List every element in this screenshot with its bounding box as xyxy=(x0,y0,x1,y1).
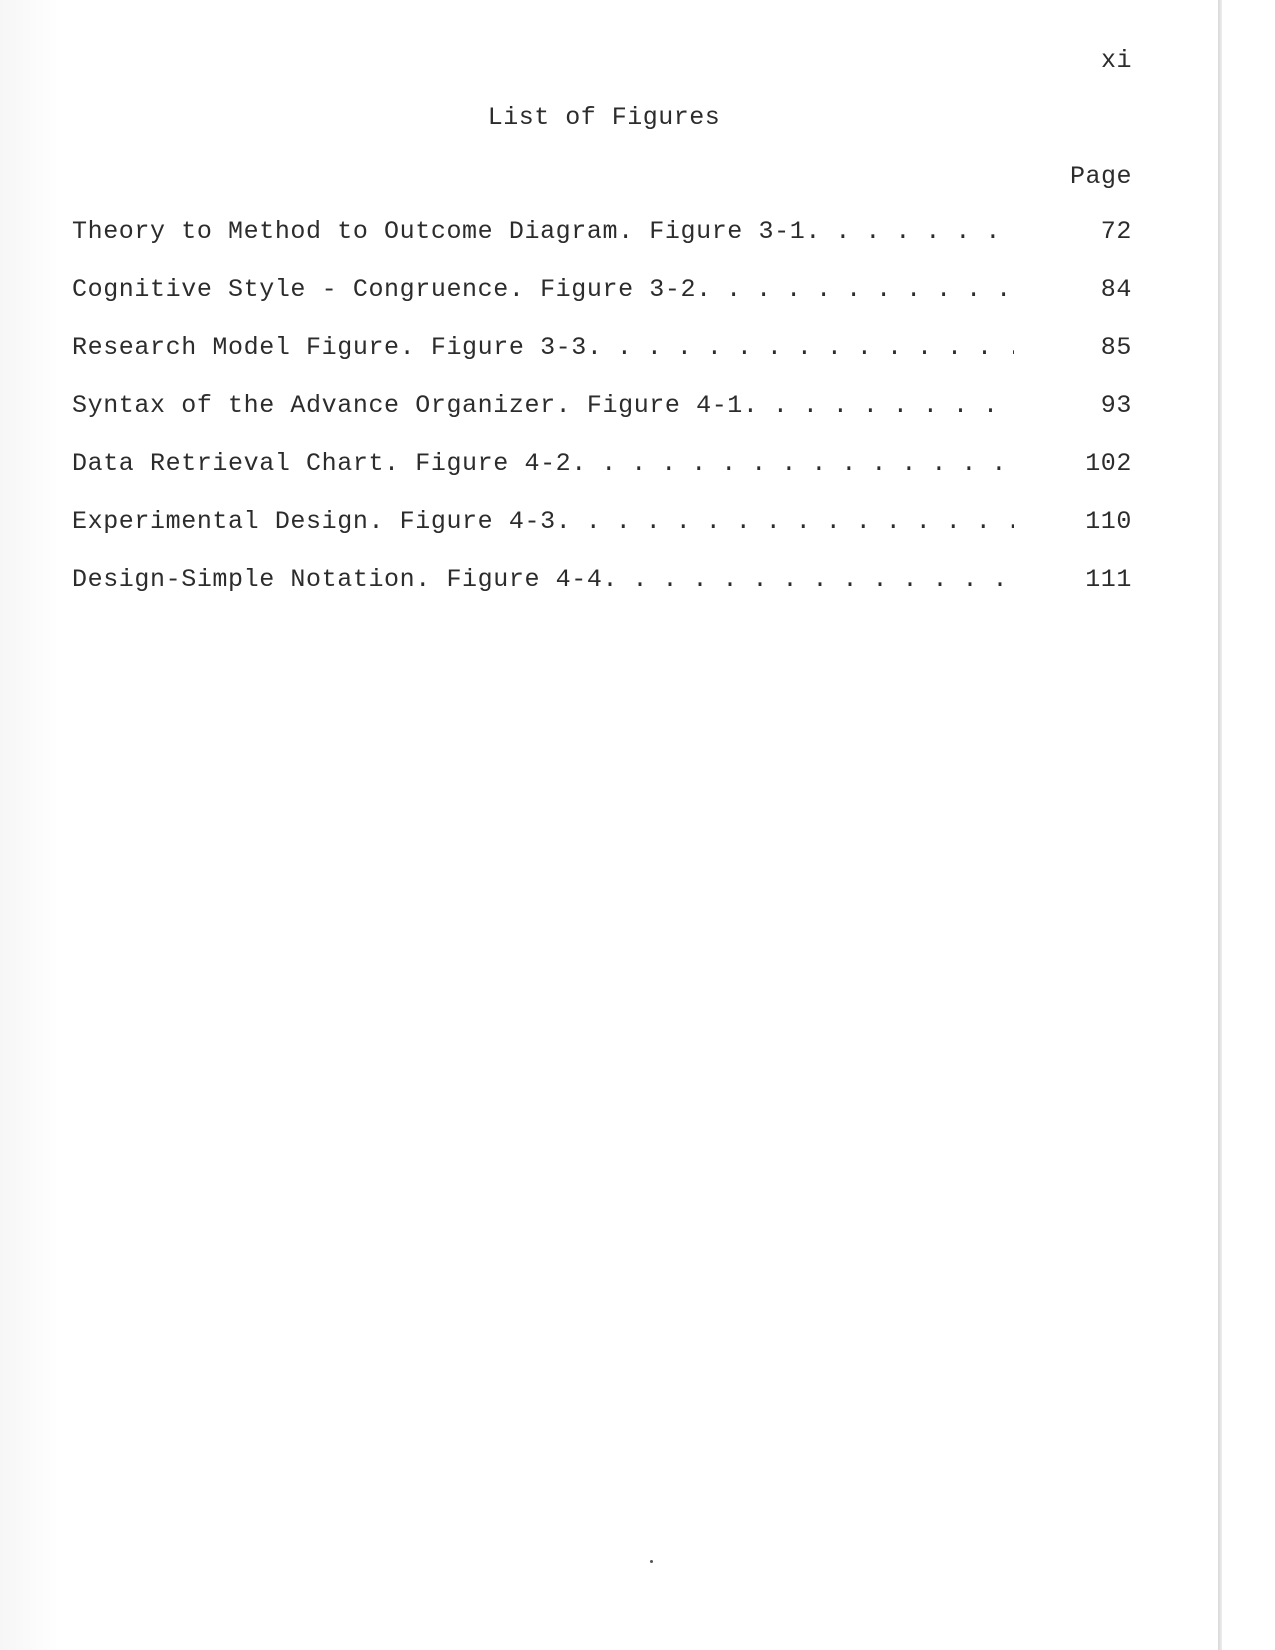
figure-entry xyxy=(72,275,1132,333)
page-title: List of Figures xyxy=(487,103,721,132)
figure-entry-label: Experimental Design. Figure 4-3 xyxy=(72,507,556,536)
leader-dots xyxy=(587,333,1014,362)
figure-entry-label: Research Model Figure. Figure 3-3 xyxy=(72,333,587,362)
figure-entry xyxy=(72,507,1132,565)
leader-dots xyxy=(805,217,1014,246)
figure-entry-page: 93 xyxy=(1100,391,1132,420)
figure-entry-page: 85 xyxy=(1100,333,1132,362)
figure-entry-page: 111 xyxy=(1085,565,1132,594)
page-margin xyxy=(1222,0,1275,1650)
figure-entry-page: 110 xyxy=(1085,507,1132,536)
figure-entry-page: 72 xyxy=(1100,217,1132,246)
figure-entry-label: Design-Simple Notation. Figure 4-4 xyxy=(72,565,603,594)
figure-entry-label: Cognitive Style - Congruence. Figure 3-2 xyxy=(72,275,697,304)
figure-list xyxy=(72,217,1132,623)
leader-dots xyxy=(602,565,1014,594)
figure-entry xyxy=(72,333,1132,391)
page-number: xi xyxy=(1100,46,1132,75)
figure-entry-label: Syntax of the Advance Organizer. Figure 4-1 xyxy=(72,391,743,420)
figure-entry xyxy=(72,449,1132,507)
figure-entry-page: 84 xyxy=(1100,275,1132,304)
leader-dots xyxy=(743,391,1014,420)
figure-entry-page: 102 xyxy=(1085,449,1132,478)
figure-entry xyxy=(72,217,1132,275)
figure-entry xyxy=(72,391,1132,449)
scan-shadow xyxy=(0,0,60,1650)
leader-dots xyxy=(571,449,1014,478)
figure-entry-label: Theory to Method to Outcome Diagram. Figure 3-1 xyxy=(72,217,806,246)
leader-dots xyxy=(556,507,1014,536)
leader-dots xyxy=(696,275,1014,304)
figure-entry-label: Data Retrieval Chart. Figure 4-2 xyxy=(72,449,572,478)
figure-entry xyxy=(72,565,1132,623)
scan-speck xyxy=(650,1560,653,1563)
page-column-header: Page xyxy=(1069,162,1132,191)
